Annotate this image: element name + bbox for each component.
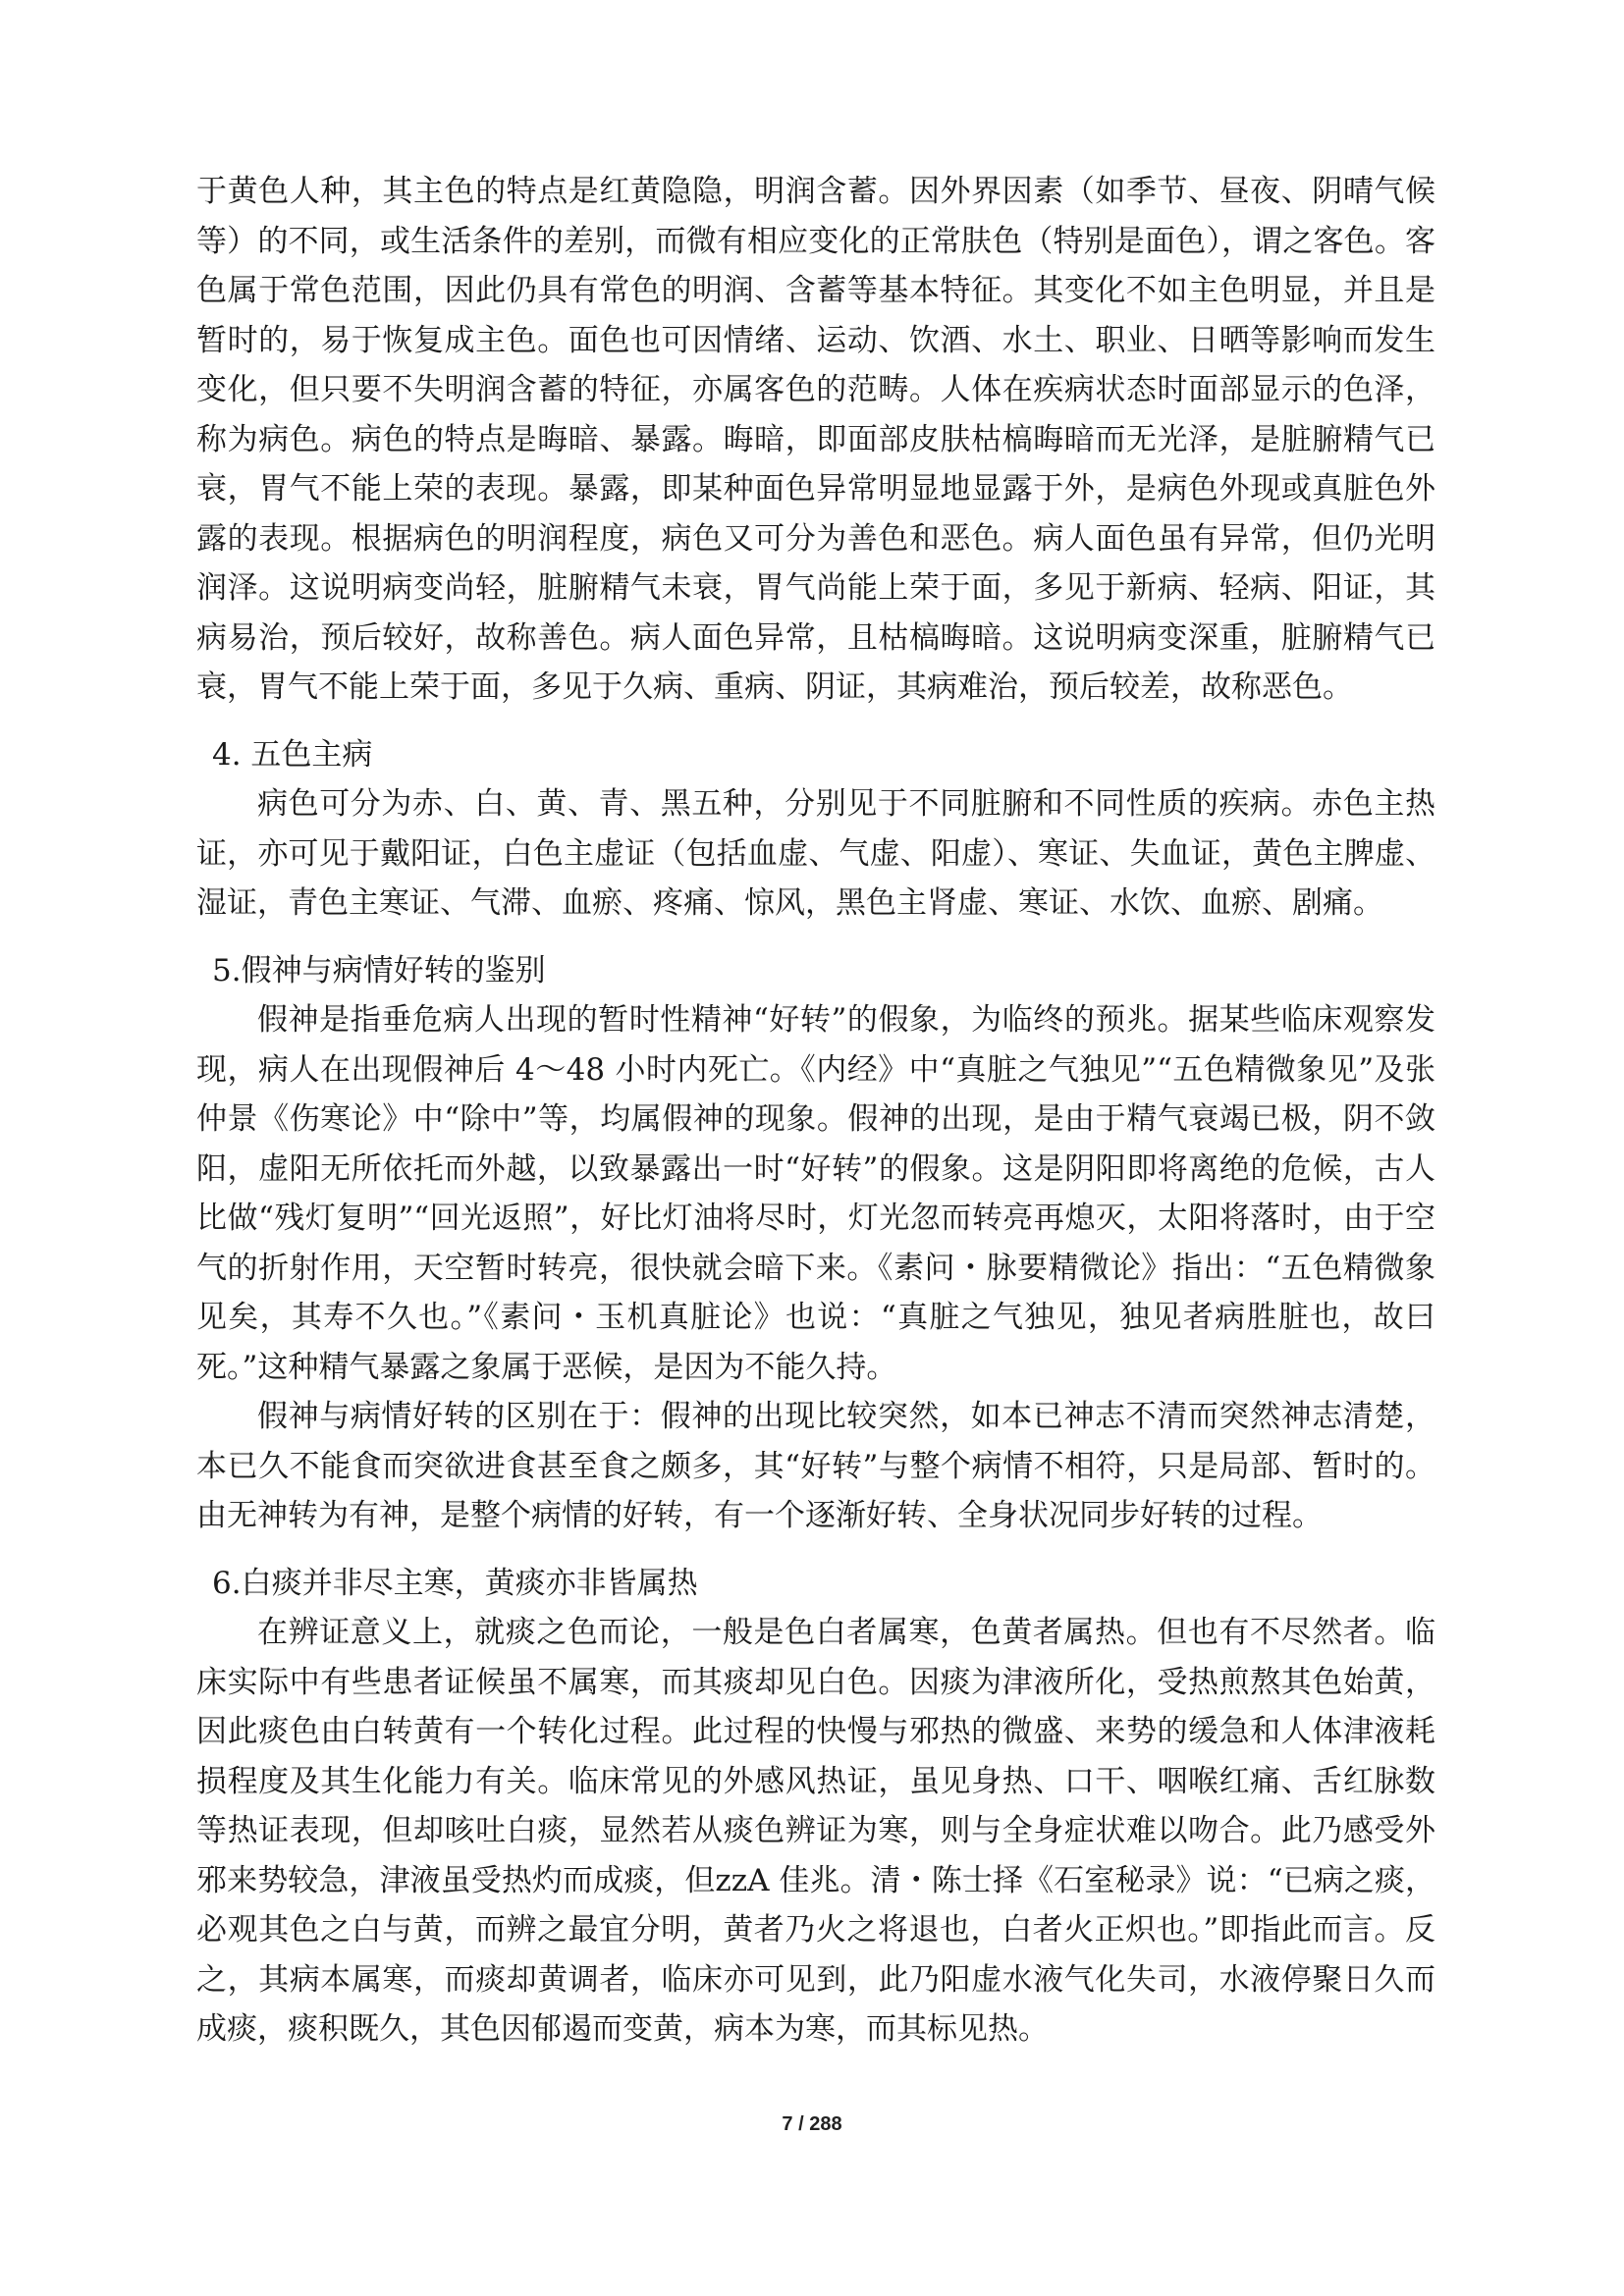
section-5-paragraph-2: 假神与病情好转的区别在于：假神的出现比较突然，如本已神志不清而突然神志清楚，本已久不能食而突欲进食甚至食之颇多，其“好转”与整个病情不相符，只是局部、暂时的。由无神转为有神，是整个病情的好转，有一个逐渐好转、全身状况同步好转的过程。 (196, 1399, 1435, 1533)
intro-paragraph: 于黄色人种，其主色的特点是红黄隐隐，明润含蓄。因外界因素（如季节、昼夜、阴晴气候等）的不同，或生活条件的差别，而微有相应变化的正常肤色（特别是面色），谓之客色。客色属于常色范围，因此仍具有常色的明润、含蓄等基本特征。其变化不如主色明显，并且是暂时的，易于恢复成主色。面色也可因情绪、运动、饮酒、水土、职业、日晒等影响而发生变化，但只要不失明润含蓄的特征，亦属客色的范畴。人体在疾病状态时面部显示的色泽，称为病色。病色的特点是晦暗、暴露。晦暗，即面部皮肤枯槁晦暗而无光泽，是脏腑精气已衰，胃气不能上荣的表现。暴露，即某种面色异常明显地显露于外，是病色外现或真脏色外露的表现。根据病色的明润程度，病色又可分为善色和恶色。病人面色虽有异常，但仍光明润泽。这说明病变尚轻，脏腑精气未衰，胃气尚能上荣于面，多见于新病、轻病、阳证，其病易治，预后较好，故称善色。病人面色异常，且枯槁晦暗。这说明病变深重，脏腑精气已衰，胃气不能上荣于面，多见于久病、重病、阴证，其病难治，预后较差，故称恶色。 (196, 174, 1435, 705)
section-4-paragraph: 病色可分为赤、白、黄、青、黑五种，分别见于不同脏腑和不同性质的疾病。赤色主热证，亦可见于戴阳证，白色主虚证（包括血虚、气虚、阳虚）、寒证、失血证，黄色主脾虚、湿证，青色主寒证、气滞、血瘀、疼痛、惊风，黑色主肾虚、寒证、水饮、血瘀、剧痛。 (196, 786, 1435, 921)
section-5-paragraph-1: 假神是指垂危病人出现的暂时性精神“好转”的假象，为临终的预兆。据某些临床观察发现，病人在出现假神后 4～48 小时内死亡。《内经》中“真脏之气独见”“五色精微象见”及张仲景《伤寒论》中“除中”等，均属假神的现象。假神的出现，是由于精气衰竭已极，阴不敛阳，虚阳无所依托而外越，以致暴露出一时“好转”的假象。这是阴阳即将离绝的危候，古人比做“残灯复明”“回光返照”，好比灯油将尽时，灯光忽而转亮再熄灭，太阳将落时，由于空气的折射作用，天空暂时转亮，很快就会暗下来。《素问・脉要精微论》指出：“五色精微象见矣，其寿不久也。”《素问・玉机真脏论》也说：“真脏之气独见，独见者病胜脏也，故曰死。”这种精气暴露之象属于恶候，是因为不能久持。 (196, 1002, 1435, 1385)
page-body (196, 167, 1435, 2055)
section-false-spirit (196, 946, 1435, 1541)
section-heading-5: 5.假神与病情好转的鉴别 (212, 952, 546, 988)
page-number: 7 / 288 (782, 2113, 842, 2135)
section-phlegm-color (196, 1559, 1435, 2055)
section-heading-6: 6.白痰并非尽主寒，黄痰亦非皆属热 (212, 1565, 698, 1601)
section-five-colors (196, 730, 1435, 929)
section-heading-4: 4. 五色主病 (212, 736, 373, 773)
section-6-paragraph: 在辨证意义上，就痰之色而论，一般是色白者属寒，色黄者属热。但也有不尽然者。临床实际中有些患者证候虽不属寒，而其痰却见白色。因痰为津液所化，受热煎熬其色始黄，因此痰色由白转黄有一个转化过程。此过程的快慢与邪热的微盛、来势的缓急和人体津液耗损程度及其生化能力有关。临床常见的外感风热证，虽见身热、口干、咽喉红痛、舌红脉数等热证表现，但却咳吐白痰，显然若从痰色辨证为寒，则与全身症状难以吻合。此乃感受外邪来势较急，津液虽受热灼而成痰，但zzA 佳兆。清・陈士择《石室秘录》说：“已病之痰，必观其色之白与黄，而辨之最宜分明，黄者乃火之将退也，白者火正炽也。”即指此而言。反之，其病本属寒，而痰却黄调者，临床亦可见到，此乃阳虚水液气化失司，水液停聚日久而成痰，痰积既久，其色因郁遏而变黄，病本为寒，而其标见热。 (196, 1615, 1435, 2047)
